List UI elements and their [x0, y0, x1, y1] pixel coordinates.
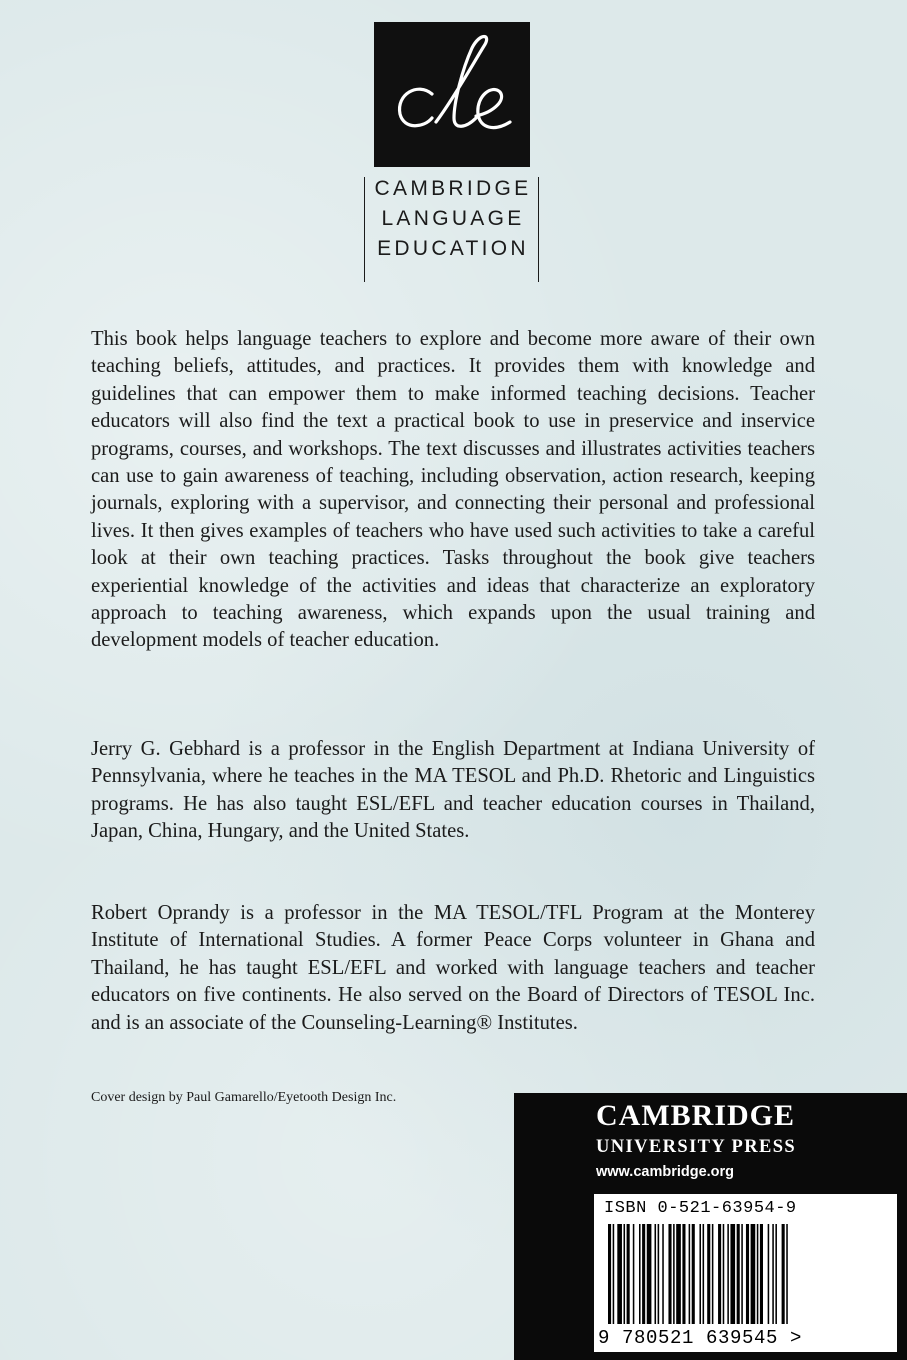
- author-bio-oprandy: [91, 900, 815, 1037]
- book-description: [91, 326, 815, 655]
- logo-left-rule: [364, 177, 365, 282]
- series-line-2: LANGUAGE: [381, 207, 525, 230]
- description-paragraph: This book helps language teachers to explore and become more aware of their own teaching beliefs, attitudes, and practices. It provides them with knowledge and guidelines that can empower them to make informed teaching decisions. Teacher educators will also find the text a practical book to use in preservice and inservice programs, courses, and workshops. The text discusses and illustrates activities teachers can use to gain awareness of teaching, including observation, action research, keeping journals, exploring with a supervisor, and connecting their personal and professional lives. It then gives examples of teachers who have used such activities to take a careful look at their own teaching practices. Tasks throughout the book give teachers experiential knowledge of the activities and ideas that characterize an exploratory approach to teaching awareness, which expands upon the usual training and development models of teacher education.: [91, 328, 815, 652]
- logo-right-rule: [538, 177, 539, 282]
- barcode-icon: [608, 1224, 884, 1328]
- publisher-name: CAMBRIDGE: [596, 1099, 796, 1132]
- bio-paragraph: Jerry G. Gebhard is a professor in the English Department at Indiana University of Pennsylvania, where he teaches in the MA TESOL and Ph.D. Rhetoric and Linguistics programs. He has also taught ESL/EFL and teacher education courses in Thailand, Japan, China, Hungary, and the United States.: [91, 738, 815, 843]
- series-logo: [362, 22, 542, 262]
- barcode-digits: 9 780521 639545 >: [598, 1327, 803, 1349]
- author-bio-gebhard: [91, 736, 815, 846]
- cover-design-credit: Cover design by Paul Gamarello/Eyetooth Design Inc.: [91, 1090, 397, 1105]
- publisher-panel: [514, 1093, 907, 1360]
- publisher-subtitle: UNIVERSITY PRESS: [596, 1137, 797, 1157]
- publisher-url: www.cambridge.org: [596, 1164, 735, 1180]
- logo-monogram-box: [374, 22, 530, 167]
- series-name: [372, 174, 534, 264]
- isbn-number: ISBN 0-521-63954-9: [604, 1199, 797, 1218]
- bio-paragraph: Robert Oprandy is a professor in the MA TESOL/TFL Program at the Monterey Institute of International Studies. A former Peace Corps volunteer in Ghana and Thailand, he has taught ESL/EFL and worked with language teachers and teacher educators on five continents. He also served on the Board of Directors of TESOL Inc. and is an associate of the Counseling-Learning® Institutes.: [91, 902, 815, 1034]
- series-line-1: CAMBRIDGE: [374, 177, 532, 200]
- barcode-panel: [594, 1194, 897, 1352]
- cle-monogram-icon: [374, 22, 530, 167]
- series-line-3: EDUCATION: [377, 237, 529, 260]
